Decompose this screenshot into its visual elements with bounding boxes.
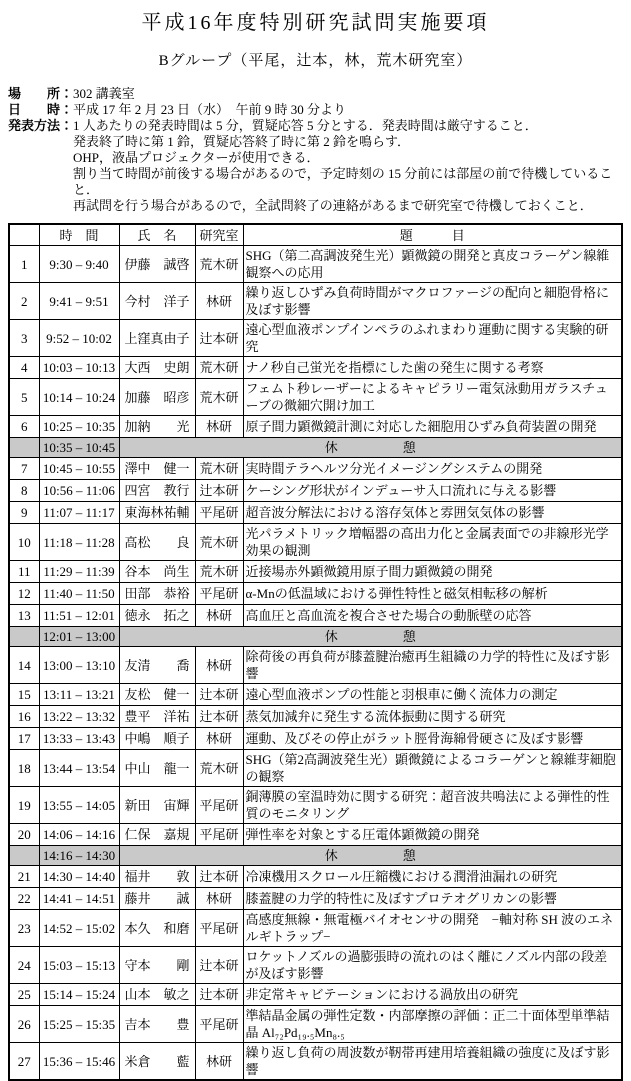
time-cell: 13:22 – 13:32 (39, 706, 119, 728)
lab-cell: 辻本研 (195, 947, 243, 984)
topic-title: 繰り返しひずみ負荷時間がマクロファージの配向と細胞骨格に及ぼす影響 (243, 283, 622, 320)
table-row (9, 706, 622, 728)
presenter-name: 上窪真由子 (119, 320, 195, 357)
table-row (9, 824, 622, 846)
place-row (8, 86, 623, 102)
lab-cell: 林研 (195, 888, 243, 910)
table-row (9, 750, 622, 787)
row-number: 2 (9, 283, 39, 320)
time-cell: 11:07 – 11:17 (39, 502, 119, 524)
lab-cell: 荒木研 (195, 458, 243, 480)
table-row (9, 910, 622, 947)
lab-cell: 辻本研 (195, 984, 243, 1006)
place-value: 302 講義室 (73, 86, 135, 101)
table-row (9, 1043, 622, 1081)
table-row (9, 502, 622, 524)
time-cell: 14:30 – 14:40 (39, 866, 119, 888)
lab-cell: 辻本研 (195, 480, 243, 502)
row-number: 1 (9, 246, 39, 283)
presenter-name: 今村 洋子 (119, 283, 195, 320)
method-row (8, 118, 623, 214)
presenter-name: 田部 恭裕 (119, 583, 195, 605)
topic-title: 除荷後の再負荷が膝蓋腱治癒再生組織の力学的特性に及ぼす影響 (243, 647, 622, 684)
presenter-name: 友清 喬 (119, 647, 195, 684)
lab-cell: 荒木研 (195, 524, 243, 561)
topic-title: ケーシング形状がインデューサ入口流れに与える影響 (243, 480, 622, 502)
table-row (9, 728, 622, 750)
topic-title: 高感度無線・無電極バイオセンサの開発 −軸対称 SH 波のエネルギトラップ− (243, 910, 622, 947)
table-row (9, 283, 622, 320)
presenter-name: 仁保 嘉規 (119, 824, 195, 846)
col-header-title: 題 目 (243, 224, 622, 246)
lab-cell: 荒木研 (195, 379, 243, 416)
time-cell: 13:00 – 13:10 (39, 647, 119, 684)
topic-title: 冷凍機用スクロール圧縮機における潤滑油漏れの研究 (243, 866, 622, 888)
table-row (9, 684, 622, 706)
presenter-name: 加藤 昭彦 (119, 379, 195, 416)
place-label: 場 所： (8, 86, 74, 101)
time-cell: 9:52 – 10:02 (39, 320, 119, 357)
row-number: 7 (9, 458, 39, 480)
time-cell: 15:14 – 15:24 (39, 984, 119, 1006)
lab-cell: 辻本研 (195, 684, 243, 706)
break-time: 14:16 – 14:30 (39, 846, 119, 866)
method-line: 発表終了時に第 1 鈴，質疑応答終了時に第 2 鈴を鳴らす． (73, 134, 410, 149)
datetime-value: 平成 17 年 2 月 23 日（水） 午前 9 時 30 分より (73, 102, 347, 117)
topic-title: 原子間力顕微鏡計測に対応した細胞用ひずみ負荷装置の開発 (243, 416, 622, 438)
lab-cell: 平尾研 (195, 787, 243, 824)
presenter-name: 米倉 藍 (119, 1043, 195, 1081)
lab-cell: 平尾研 (195, 824, 243, 846)
time-cell: 13:33 – 13:43 (39, 728, 119, 750)
topic-title: 弾性率を対象とする圧電体顕微鏡の開発 (243, 824, 622, 846)
row-number: 25 (9, 984, 39, 1006)
topic-title: ナノ秒自己蛍光を指標にした歯の発生に関する考察 (243, 357, 622, 379)
row-number: 9 (9, 502, 39, 524)
topic-title: 超音波分解法における溶存気体と雰囲気気体の影響 (243, 502, 622, 524)
break-no-cell (9, 846, 39, 866)
time-cell: 10:56 – 11:06 (39, 480, 119, 502)
presenter-name: 山本 敏之 (119, 984, 195, 1006)
row-number: 26 (9, 1006, 39, 1043)
topic-title: α-Mnの低温域における弾性特性と磁気相転移の解析 (243, 583, 622, 605)
topic-title: 運動、及びその停止がラット脛骨海綿骨硬さに及ぼす影響 (243, 728, 622, 750)
presenter-name: 伊藤 誠啓 (119, 246, 195, 283)
row-number: 6 (9, 416, 39, 438)
row-number: 12 (9, 583, 39, 605)
time-cell: 9:30 – 9:40 (39, 246, 119, 283)
time-cell: 10:45 – 10:55 (39, 458, 119, 480)
time-cell: 13:55 – 14:05 (39, 787, 119, 824)
datetime-label: 日 時： (8, 102, 74, 117)
topic-title: フェムト秒レーザーによるキャピラリー電気泳動用ガラスチューブの微細穴開け加工 (243, 379, 622, 416)
topic-title: 非定常キャビテーションにおける渦放出の研究 (243, 984, 622, 1006)
break-time: 10:35 – 10:45 (39, 438, 119, 458)
presenter-name: 吉本 豊 (119, 1006, 195, 1043)
row-number: 3 (9, 320, 39, 357)
presenter-name: 本久 和磨 (119, 910, 195, 947)
time-cell: 9:41 – 9:51 (39, 283, 119, 320)
table-row (9, 647, 622, 684)
method-lines (73, 118, 623, 214)
topic-title: 銅薄膜の室温時効に関する研究：超音波共鳴法による弾性的性質のモニタリング (243, 787, 622, 824)
table-row (9, 379, 622, 416)
row-number: 8 (9, 480, 39, 502)
datetime-row (8, 102, 623, 118)
presenter-name: 新田 宙輝 (119, 787, 195, 824)
col-header-lab: 研究室 (195, 224, 243, 246)
time-cell: 11:40 – 11:50 (39, 583, 119, 605)
table-row (9, 458, 622, 480)
row-number: 21 (9, 866, 39, 888)
table-row (9, 947, 622, 984)
lab-cell: 林研 (195, 283, 243, 320)
topic-title: SHG（第二高調波発生光）顕微鏡の開発と真皮コラーゲン線維観察への応用 (243, 246, 622, 283)
table-row (9, 787, 622, 824)
row-number: 15 (9, 684, 39, 706)
topic-title: 光パラメトリック増幅器の高出力化と金属表面での非線形光学効果の観測 (243, 524, 622, 561)
topic-title: 遠心型血液ポンプの性能と羽根車に働く流体力の測定 (243, 684, 622, 706)
row-number: 18 (9, 750, 39, 787)
presenter-name: 中嶋 順子 (119, 728, 195, 750)
col-header-time: 時 間 (39, 224, 119, 246)
lab-cell: 林研 (195, 1043, 243, 1081)
lab-cell: 林研 (195, 605, 243, 627)
table-row (9, 246, 622, 283)
lab-cell: 平尾研 (195, 502, 243, 524)
col-header-name: 氏 名 (119, 224, 195, 246)
time-cell: 15:03 – 15:13 (39, 947, 119, 984)
schedule-table (8, 223, 623, 1081)
presenter-name: 加納 光 (119, 416, 195, 438)
page-title: 平成16年度特別研究試問実施要項 (141, 12, 490, 34)
group-subtitle: Bグループ（平尾，辻本，林，荒木研究室） (158, 53, 473, 69)
table-row (9, 866, 622, 888)
topic-title: SHG（第2高調波発生光）顕微鏡によるコラーゲンと線維芽細胞の観察 (243, 750, 622, 787)
row-number: 10 (9, 524, 39, 561)
time-cell: 11:18 – 11:28 (39, 524, 119, 561)
method-label: 発表方法： (8, 118, 74, 133)
topic-title: 膝蓋腱の力学的特性に及ぼすプロテオグリカンの影響 (243, 888, 622, 910)
break-label: 休 憩 (119, 627, 622, 647)
break-label: 休 憩 (119, 438, 622, 458)
lab-cell: 辻本研 (195, 706, 243, 728)
topic-title: 実時間テラヘルツ分光イメージングシステムの開発 (243, 458, 622, 480)
presenter-name: 徳永 拓之 (119, 605, 195, 627)
lab-cell: 荒木研 (195, 561, 243, 583)
col-header-no (9, 224, 39, 246)
topic-title: 繰り返し負荷の周波数が靭帯再建用培養組織の強度に及ぼす影響 (243, 1043, 622, 1081)
row-number: 5 (9, 379, 39, 416)
time-cell: 11:51 – 12:01 (39, 605, 119, 627)
table-header-row (9, 224, 622, 246)
lab-cell: 辻本研 (195, 320, 243, 357)
break-no-cell (9, 438, 39, 458)
lab-cell: 荒木研 (195, 246, 243, 283)
table-row (9, 480, 622, 502)
row-number: 27 (9, 1043, 39, 1081)
time-cell: 14:06 – 14:16 (39, 824, 119, 846)
time-cell: 10:03 – 10:13 (39, 357, 119, 379)
lab-cell: 荒木研 (195, 357, 243, 379)
lab-cell: 林研 (195, 416, 243, 438)
topic-title: 準結晶金属の弾性定数・内部摩擦の評価：正二十面体型単準結晶 Al₇₂Pd₁₉.₅Mn₈.₅ (243, 1006, 622, 1043)
time-cell: 15:36 – 15:46 (39, 1043, 119, 1081)
table-row (9, 1006, 622, 1043)
lab-cell: 辻本研 (195, 866, 243, 888)
table-row (9, 984, 622, 1006)
presenter-name: 澤中 健一 (119, 458, 195, 480)
lab-cell: 林研 (195, 728, 243, 750)
row-number: 4 (9, 357, 39, 379)
time-cell: 13:44 – 13:54 (39, 750, 119, 787)
table-row (9, 524, 622, 561)
lab-cell: 平尾研 (195, 583, 243, 605)
topic-title: 近接場赤外顕微鏡用原子間力顕微鏡の開発 (243, 561, 622, 583)
presenter-name: 東海林祐輔 (119, 502, 195, 524)
topic-title: 遠心型血液ポンプインペラのふれまわり運動に関する実験的研究 (243, 320, 622, 357)
topic-title: ロケットノズルの過膨張時の流れのはく離にノズル内部の段差が及ぼす影響 (243, 947, 622, 984)
lab-cell: 林研 (195, 647, 243, 684)
lab-cell: 平尾研 (195, 1006, 243, 1043)
presenter-name: 豊平 洋祐 (119, 706, 195, 728)
table-row (9, 605, 622, 627)
presenter-name: 友松 健一 (119, 684, 195, 706)
presenter-name: 高松 良 (119, 524, 195, 561)
event-info (8, 86, 623, 214)
presenter-name: 谷本 尚生 (119, 561, 195, 583)
presenter-name: 四宮 教行 (119, 480, 195, 502)
presenter-name: 中山 龍一 (119, 750, 195, 787)
presenter-name: 福井 敦 (119, 866, 195, 888)
row-number: 16 (9, 706, 39, 728)
time-cell: 14:41 – 14:51 (39, 888, 119, 910)
lab-cell: 荒木研 (195, 750, 243, 787)
break-row (9, 627, 622, 647)
break-row (9, 438, 622, 458)
topic-title: 蒸気加減弁に発生する流体振動に関する研究 (243, 706, 622, 728)
table-row (9, 561, 622, 583)
method-line: 再試問を行う場合があるので，全試問終了の連絡があるまで研究室で待機しておくこと． (73, 198, 593, 213)
break-time: 12:01 – 13:00 (39, 627, 119, 647)
break-row (9, 846, 622, 866)
time-cell: 15:25 – 15:35 (39, 1006, 119, 1043)
table-row (9, 583, 622, 605)
table-row (9, 416, 622, 438)
row-number: 24 (9, 947, 39, 984)
time-cell: 10:14 – 10:24 (39, 379, 119, 416)
method-line: 割り当て時間が前後する場合があるので，予定時刻の 15 分前には部屋の前で待機していること． (73, 166, 613, 197)
time-cell: 14:52 – 15:02 (39, 910, 119, 947)
row-number: 22 (9, 888, 39, 910)
table-row (9, 320, 622, 357)
row-number: 13 (9, 605, 39, 627)
time-cell: 10:25 – 10:35 (39, 416, 119, 438)
method-line: OHP，液晶プロジェクターが使用できる． (73, 150, 320, 165)
presenter-name: 大西 史朗 (119, 357, 195, 379)
time-cell: 13:11 – 13:21 (39, 684, 119, 706)
method-line: 1 人あたりの発表時間は 5 分，質疑応答 5 分とする．発表時間は厳守すること． (73, 118, 538, 133)
row-number: 19 (9, 787, 39, 824)
presenter-name: 藤井 誠 (119, 888, 195, 910)
topic-title: 高血圧と高血流を複合させた場合の動脈壁の応答 (243, 605, 622, 627)
row-number: 11 (9, 561, 39, 583)
time-cell: 11:29 – 11:39 (39, 561, 119, 583)
presenter-name: 守本 剛 (119, 947, 195, 984)
break-no-cell (9, 627, 39, 647)
table-row (9, 357, 622, 379)
lab-cell: 平尾研 (195, 910, 243, 947)
row-number: 20 (9, 824, 39, 846)
row-number: 23 (9, 910, 39, 947)
table-row (9, 888, 622, 910)
row-number: 14 (9, 647, 39, 684)
break-label: 休 憩 (119, 846, 622, 866)
row-number: 17 (9, 728, 39, 750)
